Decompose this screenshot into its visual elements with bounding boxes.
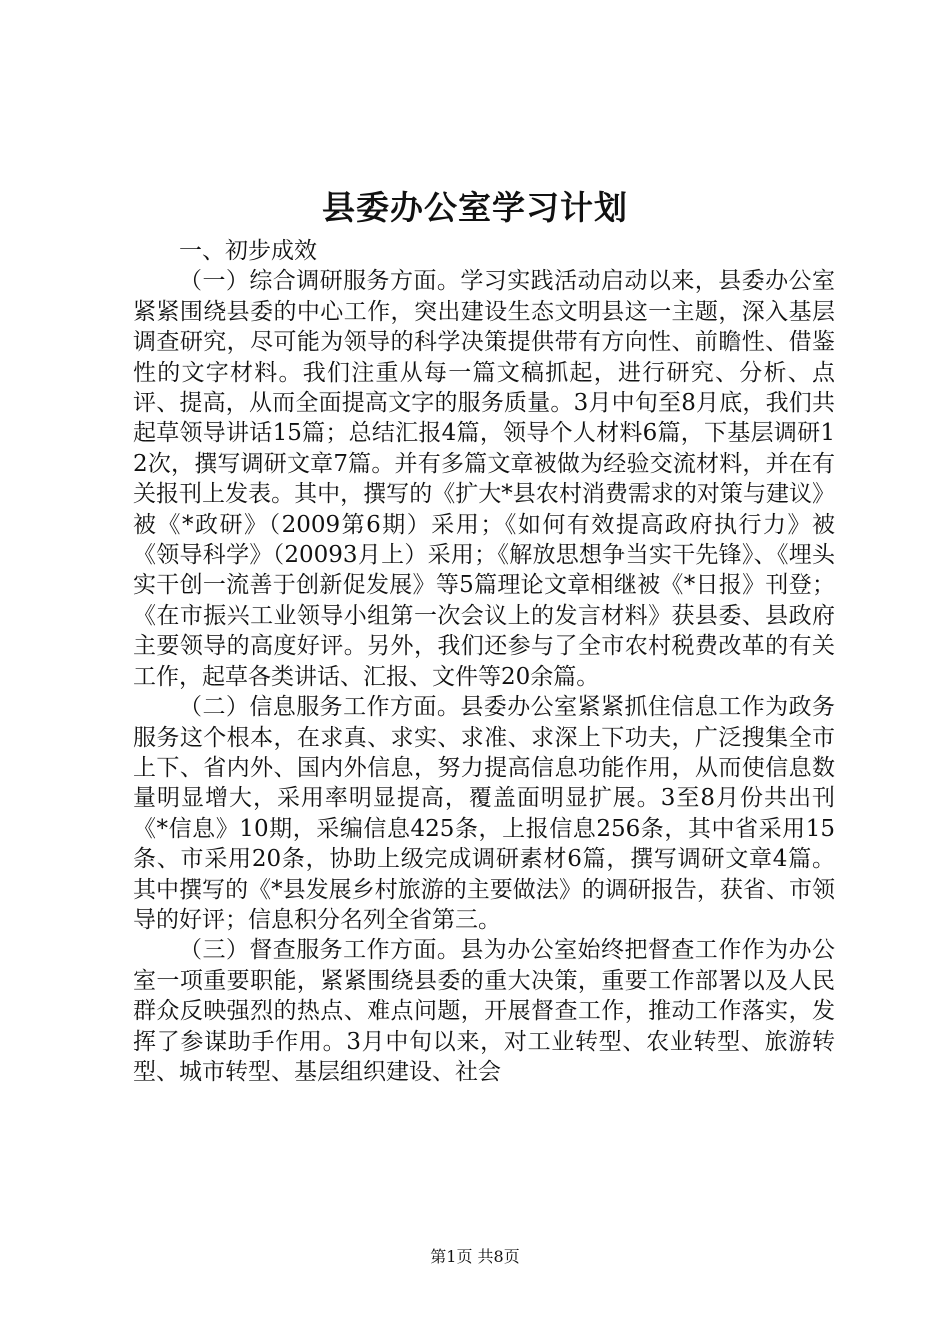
page-footer: 第1页 共8页 [430, 1247, 520, 1266]
paragraph-supervision-service: （三）督查服务工作方面。县为办公室始终把督查工作作为办公室一项重要职能，紧紧围绕县委的重大决策，重要工作部署以及人民群众反映强烈的热点、难点问题，开展督查工作，推动工作落实，发挥了参谋助手作用。3月中旬以来，对工业转型、农业转型、旅游转型、城市转型、基层组织建设、社会 [133, 937, 835, 1085]
section-heading: 一、初步成效 [179, 238, 317, 264]
paragraph-research-service: （一）综合调研服务方面。学习实践活动启动以来，县委办公室紧紧围绕县委的中心工作，突出建设生态文明县这一主题，深入基层调查研究，尽可能为领导的科学决策提供带有方向性、前瞻性、借鉴性的文字材料。我们注重从每一篇文稿抓起，进行研究、分析、点评、提高，从而全面提高文字的服务质量。3月中旬至8月底，我们共起草领导讲话15篇；总结汇报4篇，领导个人材料6篇，下基层调研12次，撰写调研文章7篇。并有多篇文章被做为经验交流材料，并在有关报刊上发表。其中，撰写的《扩大*县农村消费需求的对策与建议》被《*政研》（2009第6期）采用；《如何有效提高政府执行力》被《领导科学》（20093月上）采用；《解放思想争当实干先锋》、《埋头实干创一流善于创新促发展》等5篇理论文章相继被《*日报》刊登；《在市振兴工业领导小组第一次会议上的发言材料》获县委、县政府主要领导的高度好评。另外，我们还参与了全市农村税费改革的有关工作，起草各类讲话、汇报、文件等20余篇。 [133, 268, 835, 690]
document-title: 县委办公室学习计划 [322, 188, 628, 227]
document-body [133, 236, 835, 1087]
paragraph-information-service: （二）信息服务工作方面。县委办公室紧紧抓住信息工作为政务服务这个根本，在求真、求实、求准、求深上下功夫，广泛搜集全市上下、省内外、国内外信息，努力提高信息功能作用，从而使信息数量明显增大，采用率明显提高，覆盖面明显扩展。3至8月份共出刊《*信息》10期，采编信息425条，上报信息256条，其中省采用15条、市采用20条，协助上级完成调研素材6篇，撰写调研文章4篇。其中撰写的《*县发展乡村旅游的主要做法》的调研报告，获省、市领导的好评；信息积分名列全省第三。 [133, 694, 835, 933]
